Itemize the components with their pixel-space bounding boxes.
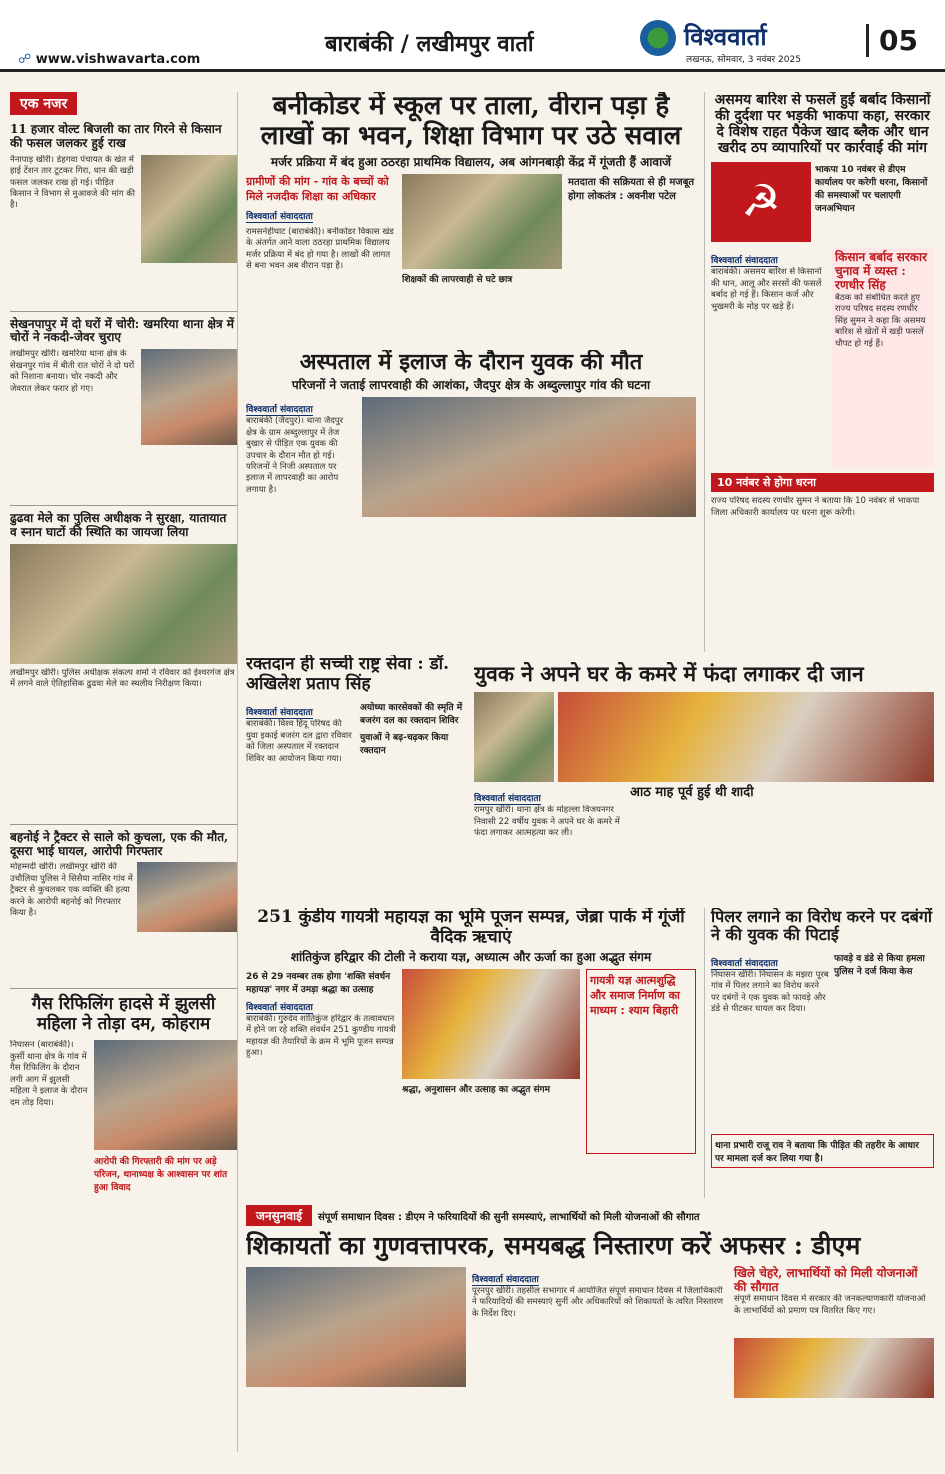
byline: विश्ववार्ता संवाददाता — [246, 1000, 313, 1014]
story-kicker: 26 से 29 नवम्बर तक होगा 'शक्ति संवर्धन महायज्ञ' नगर में उमड़ा श्रद्धा का उत्साह — [246, 971, 391, 995]
story-body: बाराबंकी (जैदपुर)। थाना जैदपुर क्षेत्र के ग्राम अब्दुल्लापुर में तेज बुखार से पीड़ित एक युवक की उपचार के दौरान मौत हो गई। परिजनों ने निजी अस्पताल पर इलाज में लापरवाही का आरोप लगाया है। — [246, 416, 344, 495]
hospital-crowd-photo — [362, 397, 696, 517]
story-headline: गैस रिफिलिंग हादसे में झुलसी महिला ने तोड़ा दम, कोहराम — [31, 994, 216, 1034]
box-body: संपूर्ण समाधान दिवस में सरकार की जनकल्याणकारी योजनाओं के लाभार्थियों को प्रमाण पत्र वितरित किए गए। — [734, 1294, 926, 1316]
story-body: निघासन (बाराबंकी)। कुर्सी थाना क्षेत्र के गांव में गैस रिफिलिंग के दौरान लगी आग में झुलसी महिला ने इलाज के दौरान दम तोड़ दिया। — [10, 1040, 88, 1108]
story-headline: बनीकोडर में स्कूल पर ताला, वीरान पड़ा है लाखों का भवन, शिक्षा विभाग पर उठे सवाल — [260, 92, 682, 151]
story-subhead: आठ माह पूर्व हुई थी शादी — [630, 785, 754, 801]
box-headline: किसान बर्बाद सरकार चुनाव में व्यस्त : रणधीर सिंह — [835, 250, 927, 292]
story-body: निघासन खीरी। निघासन के मझरा पूरब गांव में पिलर लगाने का विरोध करने पर दबंगों ने एक युवक को फावड़े और डंडे से पीटकर घायल कर दिया। — [711, 969, 829, 1015]
brand-logo-icon — [640, 20, 676, 56]
story-headline: 11 हजार वोल्ट बिजली का तार गिरने से किसान की फसल जलकर हुई राख — [10, 122, 222, 150]
story-headline: असमय बारिश से फसलें हुईं बर्बाद किसानों की दुर्दशा पर भड़की भाकपा कहा, सरकार दे विशेष राहत पैकेज खाद ब्लैक और धान खरीद ठप व्यापारियों पर कार्रवाई की मांग — [714, 92, 931, 157]
school-story — [246, 92, 696, 342]
photo-caption: श्रद्धा, अनुशासन और उत्साह का अद्भुत संगम — [402, 1084, 550, 1095]
story-headline: अस्पताल में इलाज के दौरान युवक की मौत — [299, 350, 643, 375]
story-body: बाराबंकी। गुरुदेव शांतिकुंज हरिद्वार के तत्वावधान में होने जा रहे शक्ति संवर्धन 251 कुण्डीय गायत्री महायज्ञ की तैयारियों के क्रम में भूमि पूजन सम्पन्न हुआ। — [246, 1013, 396, 1059]
fair-inspection-photo — [10, 544, 237, 664]
story-kicker: अयोध्या कारसेवकों की स्मृति में बजरंग दल का रक्तदान शिविर — [360, 703, 463, 727]
story-headline: सेखनपापुर में दो घरों में चोरी: खमरिया थाना क्षेत्र में चोरों ने नकदी-जेवर चुराए — [10, 316, 234, 345]
pillar-story — [704, 908, 934, 1198]
gayatri-story — [246, 908, 696, 1198]
section-tag: एक नजर — [10, 92, 77, 115]
site-url[interactable] — [18, 52, 200, 67]
school-photo — [402, 174, 562, 269]
story-kicker: भाकपा 10 नवंबर से डीएम कार्यालय पर करेगी धरना, किसानों की समस्याओं पर चलाएगी जनअभियान — [815, 165, 928, 215]
byline: विश्ववार्ता संवाददाता — [246, 402, 313, 416]
story-headline: रक्तदान ही सच्ची राष्ट्र सेवा : डॉ. अखिलेश प्रताप सिंह — [246, 655, 449, 694]
globe-icon: ☍ — [18, 52, 32, 67]
suicide-story — [474, 662, 934, 902]
photo-caption: शिक्षकों की लापरवाही से घटे छात्र — [402, 274, 513, 285]
story-body: रामसनेहीघाट (बाराबंकी)। बनीकोडर विकास खंड के अंतर्गत आने वाला ठठरहा प्राथमिक विद्यालय मर्जर प्रक्रिया में बंद हो गया है। लाखों की लागत से बना भवन अब वीरान पड़ा है। — [246, 226, 394, 271]
story-kicker: युवाओं ने बढ़-चढ़कर किया रक्तदान — [360, 733, 449, 757]
hospital-story — [246, 350, 696, 650]
story-headline: पिलर लगाने का विरोध करने पर दबंगों ने की युवक की पिटाई — [711, 908, 933, 945]
page-number: 05 — [866, 24, 918, 57]
section-title: बाराबंकी / लखीमपुर वार्ता — [325, 31, 534, 57]
story-body: पूरनपुर खीरी। तहसील सभागार में आयोजित संपूर्ण समाधान दिवस में जिलाधिकारी ने फरियादियों की समस्याएं सुनीं और अधिकारियों को शिकायतों के त्वरित निस्तारण के निर्देश दिए। — [472, 1285, 723, 1319]
beneficiaries-photo — [734, 1338, 934, 1398]
jansunwai-strip — [246, 1205, 934, 1226]
quote-box: थाना प्रभारी राजू राव ने बताया कि पीड़ित की तहरीर के आधार पर मामला दर्ज कर लिया गया है। — [711, 1134, 934, 1168]
dharna-strip — [711, 473, 934, 492]
box-body: बैठक को संबोधित करते हुए राज्य परिषद सदस्य रणधीर सिंह सुमन ने कहा कि असमय बारिश से खेतों में खड़ी फसलें चौपट हो गई हैं। — [835, 292, 926, 349]
dm-meeting-photo — [246, 1267, 466, 1387]
story-kicker: आरोपी की गिरफ्तारी की मांग पर अड़े परिजन, थानाध्यक्ष के आश्वासन पर शांत हुआ विवाद — [94, 1157, 228, 1194]
box-body: राज्य परिषद सदस्य रणधीर सुमन ने बताया कि 10 नवंबर से भाकपा जिला अधिकारी कार्यालय पर धरना शुरू करेगी। — [711, 496, 920, 518]
byline: विश्ववार्ता संवाददाता — [711, 956, 778, 970]
story-headline: युवक ने अपने घर के कमरे में फंदा लगाकर दी जान — [474, 662, 864, 686]
byline: विश्ववार्ता संवाददाता — [711, 253, 778, 267]
story-body: लखीमपुर खीरी। खमरिया थाना क्षेत्र के सेखनपुर गांव में बीती रात चोरों ने दो घरों को निशाना बनाया। चोर नकदी और जेवरात लेकर फरार हो गए। — [10, 349, 135, 394]
box-headline: खिले चेहरे, लाभार्थियों को मिली योजनाओं की सौगात — [734, 1265, 918, 1294]
jansunwai-story — [246, 1205, 934, 1455]
byline: विश्ववार्ता संवाददाता — [472, 1272, 539, 1286]
story-headline: 251 कुंडीय गायत्री महायज्ञ का भूमि पूजन सम्पन्न, जेब्रा पार्क में गूंजीं वैदिक ऋचाएं — [257, 908, 685, 947]
dateline: लखनऊ, सोमवार, 3 नवंबर 2025 — [686, 55, 801, 65]
hammer-sickle-icon: ☭ — [711, 162, 811, 242]
crowd-photo — [558, 692, 934, 782]
story-kicker: मतदाता की सक्रियता से ही मजबूत होगा लोकतंत्र : अवनीश पटेल — [568, 176, 695, 202]
portrait-photo — [474, 692, 554, 782]
story-kicker: ग्रामीणों की मांग - गांव के बच्चों को मिले नजदीक शिक्षा का अधिकार — [246, 174, 389, 203]
left-column — [10, 92, 238, 1452]
quote-box: गायत्री यज्ञ आत्मशुद्धि और समाज निर्माण का माध्यम : श्याम बिहारी — [586, 969, 696, 1154]
brand-name: विश्ववार्ता — [684, 22, 767, 51]
story-headline: शिकायतों का गुणवत्तापरक, समयबद्ध निस्तारण करें अफसर : डीएम — [246, 1231, 861, 1260]
story-subhead: मर्जर प्रक्रिया में बंद हुआ ठठरहा प्राथमिक विद्यालय, अब आंगनबाड़ी केंद्र में गूंजती हैं आवाजें — [270, 154, 672, 169]
section-tag: जनसुनवाई — [246, 1205, 312, 1226]
story-body: रामपुर खीरी। थाना क्षेत्र के मोहल्ला विजयनगर निवासी 22 वर्षीय युवक ने अपने घर के कमरे में फंदा लगाकर आत्महत्या कर ली। — [474, 805, 620, 839]
story-body: नैनापाड़ खीरी। डेहगवा पंचायत के खेत में हाई टेंशन तार टूटकर गिरा, धान की खड़ी फसल जलकर राख हो गई। पीड़ित किसान ने विभाग से मुआवजे की मांग की है। — [10, 154, 135, 211]
byline: विश्ववार्ता संवाददाता — [246, 705, 313, 719]
story-kicker: फावड़े व डंडे से किया हमला पुलिस ने दर्ज किया केस — [834, 953, 925, 977]
farmer-story — [704, 92, 934, 652]
dharna-headline: 10 नवंबर से होगा धरना — [717, 476, 817, 490]
gas-incident-photo — [94, 1040, 237, 1150]
yagya-photo — [402, 969, 580, 1079]
story-body: मोहम्मदी खीरी। लखीमपुर खीरी की उचौलिया पुलिस ने सिसैया नासिर गांव में ट्रैक्टर से कुचलकर एक व्यक्ति की हत्या करने के आरोपी बहनोई को गिरफ्तार किया है। — [10, 862, 133, 919]
story-subhead: परिजनों ने जताई लापरवाही की आशंका, जैदपुर क्षेत्र के अब्दुल्लापुर गांव की घटना — [291, 378, 651, 393]
masthead — [0, 0, 945, 72]
site-url-text[interactable]: www.vishwavarta.com — [35, 52, 201, 67]
story-headline: ढुढवा मेले का पुलिस अधीक्षक ने सुरक्षा, यातायात व स्नान घाटों की स्थिति का जायजा लिया — [10, 511, 227, 539]
byline: विश्ववार्ता संवाददाता — [474, 791, 541, 805]
theft-photo — [141, 349, 237, 445]
strip-text: संपूर्ण समाधान दिवस : डीएम ने फरियादियों की सुनी समस्याएं, लाभार्थियों को मिली योजनाओं की सौगात — [318, 1211, 700, 1223]
crop-photo — [141, 155, 237, 263]
arrest-photo — [137, 862, 237, 932]
story-subhead: शांतिकुंज हरिद्वार की टोली ने कराया यज्ञ, अध्यात्म और ऊर्जा का हुआ अद्भुत संगम — [290, 950, 652, 965]
story-headline: बहनोई ने ट्रैक्टर से साले को कुचला, एक की मौत, दूसरा भाई घायल, आरोपी गिरफ्तार — [10, 829, 229, 858]
byline: विश्ववार्ता संवाददाता — [246, 209, 313, 223]
story-body: बाराबंकी। विश्व हिंदू परिषद की युवा इकाई बजरंग दल द्वारा रविवार को जिला अस्पताल में रक्तदान शिविर का आयोजन किया गया। — [246, 719, 352, 764]
story-body: लखीमपुर खीरी। पुलिस अधीक्षक संकल्प शर्मा ने रविवार को ईश्वरगंज क्षेत्र में लगने वाले ऐतिहासिक ढुढवा मेले का स्थलीय निरीक्षण किया। — [10, 667, 235, 690]
story-body: बाराबंकी। असमय बारिश से किसानों की धान, आलू और सरसों की फसलें बर्बाद हो गई हैं। किसान कर्ज और भुखमरी के मोड़ पर खड़े हैं। — [711, 267, 822, 312]
